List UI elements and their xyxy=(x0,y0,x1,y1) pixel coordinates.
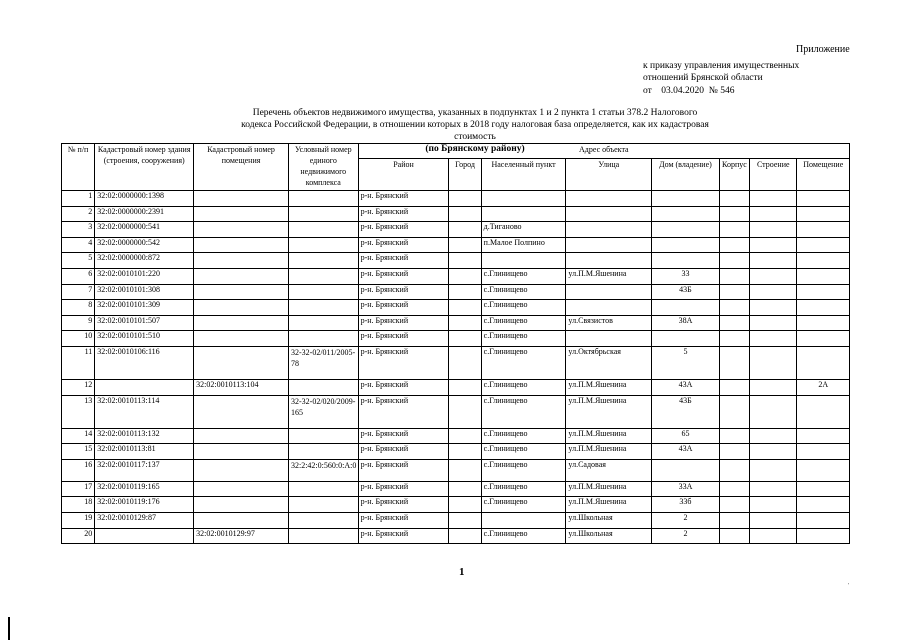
cell-korpus xyxy=(719,191,749,207)
table-row xyxy=(62,268,850,284)
cell-cad-building: 32:02:0010106:116 xyxy=(95,346,194,379)
table-row xyxy=(62,395,850,428)
cell-settlement: с.Глинищево xyxy=(481,315,566,331)
cell-street: ул.П.М.Яшенина xyxy=(566,497,652,513)
cell-cad-building: 32:02:0010119:176 xyxy=(95,497,194,513)
cell-cond-number xyxy=(288,528,358,544)
table-row xyxy=(62,497,850,513)
cell-room xyxy=(797,481,850,497)
cell-row-number: 16 xyxy=(62,459,95,481)
cell-street xyxy=(566,253,652,269)
col-house-header: Дом (владение) xyxy=(652,159,720,191)
cell-district: р-н. Брянский xyxy=(358,444,449,460)
cell-street xyxy=(566,222,652,238)
cell-cond-number xyxy=(288,497,358,513)
cell-korpus xyxy=(719,459,749,481)
cell-district: р-н. Брянский xyxy=(358,428,449,444)
cell-room xyxy=(797,237,850,253)
cell-building xyxy=(750,331,797,347)
cell-building xyxy=(750,237,797,253)
cell-street xyxy=(566,206,652,222)
cell-korpus xyxy=(719,512,749,528)
scan-edge-mark xyxy=(8,617,10,640)
cell-street: ул.П.М.Яшенина xyxy=(566,444,652,460)
cell-cad-room xyxy=(194,300,289,316)
cell-settlement: с.Глинищево xyxy=(481,268,566,284)
cell-room xyxy=(797,222,850,238)
cell-settlement: с.Глинищево xyxy=(481,497,566,513)
cell-city xyxy=(449,428,481,444)
table-row xyxy=(62,237,850,253)
cell-settlement: с.Глинищево xyxy=(481,331,566,347)
cell-district: р-н. Брянский xyxy=(358,481,449,497)
cell-district: р-н. Брянский xyxy=(358,206,449,222)
table-row xyxy=(62,315,850,331)
cell-building xyxy=(750,191,797,207)
cell-district: р-н. Брянский xyxy=(358,237,449,253)
table-row xyxy=(62,379,850,395)
cell-cad-room xyxy=(194,253,289,269)
cell-city xyxy=(449,459,481,481)
cell-cond-number xyxy=(288,300,358,316)
table-row xyxy=(62,206,850,222)
cell-street xyxy=(566,331,652,347)
cell-room xyxy=(797,428,850,444)
scan-tick-mark: ' xyxy=(848,583,850,589)
cell-cad-room xyxy=(194,459,289,481)
cell-settlement: с.Глинищево xyxy=(481,379,566,395)
cell-house xyxy=(652,222,720,238)
cell-cad-room xyxy=(194,512,289,528)
cell-city xyxy=(449,481,481,497)
cell-cad-building: 32:02:0010113:81 xyxy=(95,444,194,460)
cell-room xyxy=(797,459,850,481)
cell-row-number: 10 xyxy=(62,331,95,347)
cell-house xyxy=(652,253,720,269)
cell-korpus xyxy=(719,481,749,497)
table-row xyxy=(62,222,850,238)
cell-room xyxy=(797,191,850,207)
cell-korpus xyxy=(719,253,749,269)
cell-row-number: 4 xyxy=(62,237,95,253)
col-district-header: Район xyxy=(358,159,449,191)
cell-building xyxy=(750,268,797,284)
cell-cad-room xyxy=(194,481,289,497)
cell-cond-number xyxy=(288,222,358,238)
cell-room xyxy=(797,253,850,269)
cell-building xyxy=(750,528,797,544)
cell-settlement xyxy=(481,512,566,528)
cell-cad-building: 32:02:0000000:542 xyxy=(95,237,194,253)
table-row xyxy=(62,331,850,347)
cell-district: р-н. Брянский xyxy=(358,346,449,379)
cell-street xyxy=(566,237,652,253)
cell-district: р-н. Брянский xyxy=(358,253,449,269)
cell-street: ул.Связистов xyxy=(566,315,652,331)
cell-cad-room xyxy=(194,268,289,284)
cell-cad-room: 32:02:0010129:97 xyxy=(194,528,289,544)
cell-cad-room xyxy=(194,206,289,222)
col-address-header: Адрес объекта xyxy=(358,144,849,159)
cell-city xyxy=(449,395,481,428)
cell-room xyxy=(797,268,850,284)
cell-street: ул.П.М.Яшенина xyxy=(566,379,652,395)
cell-cad-building: 32:02:0010117:137 xyxy=(95,459,194,481)
cell-district: р-н. Брянский xyxy=(358,315,449,331)
table-row xyxy=(62,528,850,544)
cell-house: 33А xyxy=(652,481,720,497)
cell-street xyxy=(566,300,652,316)
cell-street xyxy=(566,191,652,207)
cell-building xyxy=(750,512,797,528)
cell-cond-number xyxy=(288,444,358,460)
cell-settlement: с.Глинищево xyxy=(481,444,566,460)
cell-cond-number xyxy=(288,379,358,395)
cell-cad-room: 32:02:0010113:104 xyxy=(194,379,289,395)
table-header xyxy=(62,144,850,191)
cell-house: 2 xyxy=(652,512,720,528)
cell-building xyxy=(750,379,797,395)
cell-cad-room xyxy=(194,191,289,207)
cell-room xyxy=(797,331,850,347)
cell-cad-building xyxy=(95,379,194,395)
cell-cad-building: 32:02:0010101:308 xyxy=(95,284,194,300)
cell-cond-number xyxy=(288,268,358,284)
table-row xyxy=(62,459,850,481)
cell-korpus xyxy=(719,315,749,331)
cell-district: р-н. Брянский xyxy=(358,222,449,238)
cell-cad-building: 32:02:0010129:87 xyxy=(95,512,194,528)
col-cad-building-header: Кадастровый номер здания (строения, сооружения) xyxy=(95,144,194,191)
cell-row-number: 20 xyxy=(62,528,95,544)
cell-room: 2А xyxy=(797,379,850,395)
cell-row-number: 17 xyxy=(62,481,95,497)
cell-house: 38А xyxy=(652,315,720,331)
cell-cond-number xyxy=(288,284,358,300)
cell-korpus xyxy=(719,528,749,544)
order-line-2: отношений Брянской области xyxy=(643,73,763,83)
cell-korpus xyxy=(719,331,749,347)
cell-city xyxy=(449,300,481,316)
col-korpus-header: Корпус xyxy=(719,159,749,191)
cell-settlement: с.Глинищево xyxy=(481,481,566,497)
cell-city xyxy=(449,444,481,460)
cell-room xyxy=(797,315,850,331)
cell-settlement: с.Глинищево xyxy=(481,428,566,444)
table-row xyxy=(62,253,850,269)
title-line-2: кодекса Российской Федерации, в отношении которых в 2018 году налоговая база определяется, как их кадастровая стоимость xyxy=(241,120,709,142)
cell-cond-number xyxy=(288,206,358,222)
cell-district: р-н. Брянский xyxy=(358,512,449,528)
cell-building xyxy=(750,300,797,316)
cell-street: ул.П.М.Яшенина xyxy=(566,268,652,284)
cell-cad-room xyxy=(194,444,289,460)
cell-row-number: 7 xyxy=(62,284,95,300)
cell-building xyxy=(750,206,797,222)
cell-city xyxy=(449,253,481,269)
cell-city xyxy=(449,284,481,300)
cell-cond-number xyxy=(288,191,358,207)
cell-korpus xyxy=(719,428,749,444)
cell-cad-building: 32:02:0000000:872 xyxy=(95,253,194,269)
cell-settlement: п.Малое Полпино xyxy=(481,237,566,253)
cell-settlement: с.Глинищево xyxy=(481,300,566,316)
cell-cad-room xyxy=(194,315,289,331)
cell-korpus xyxy=(719,379,749,395)
cell-house: 33 xyxy=(652,268,720,284)
cell-korpus xyxy=(719,497,749,513)
cell-cad-room xyxy=(194,497,289,513)
cell-settlement xyxy=(481,191,566,207)
cell-building xyxy=(750,428,797,444)
cell-building xyxy=(750,253,797,269)
cell-cad-building: 32:02:0010101:220 xyxy=(95,268,194,284)
title-line-1: Перечень объектов недвижимого имущества, указанных в подпунктах 1 и 2 пункта 1 статьи 378.2 Налогового xyxy=(252,108,698,118)
cell-room xyxy=(797,444,850,460)
cell-korpus xyxy=(719,284,749,300)
cell-house xyxy=(652,459,720,481)
col-room-header: Помещение xyxy=(797,159,850,191)
cell-district: р-н. Брянский xyxy=(358,528,449,544)
cell-house xyxy=(652,300,720,316)
cell-settlement: с.Глинищево xyxy=(481,459,566,481)
cell-row-number: 6 xyxy=(62,268,95,284)
cell-cad-room xyxy=(194,428,289,444)
cell-district: р-н. Брянский xyxy=(358,284,449,300)
cell-room xyxy=(797,284,850,300)
cell-settlement: д.Тиганово xyxy=(481,222,566,238)
col-street-header: Улица xyxy=(566,159,652,191)
cell-cad-building: 32:02:0010119:165 xyxy=(95,481,194,497)
table-row xyxy=(62,346,850,379)
cell-cond-number xyxy=(288,428,358,444)
cell-cad-building: 32:02:0010113:132 xyxy=(95,428,194,444)
cell-cad-room xyxy=(194,237,289,253)
table-body xyxy=(62,191,850,544)
cell-city xyxy=(449,222,481,238)
cell-settlement xyxy=(481,206,566,222)
cell-city xyxy=(449,497,481,513)
cell-city xyxy=(449,237,481,253)
cell-building xyxy=(750,395,797,428)
cell-row-number: 19 xyxy=(62,512,95,528)
cell-city xyxy=(449,206,481,222)
cell-street: ул.Садовая xyxy=(566,459,652,481)
cell-settlement: с.Глинищево xyxy=(481,346,566,379)
cell-cond-number xyxy=(288,481,358,497)
table-row xyxy=(62,284,850,300)
cell-house xyxy=(652,331,720,347)
cell-district: р-н. Брянский xyxy=(358,300,449,316)
cell-room xyxy=(797,206,850,222)
cell-district: р-н. Брянский xyxy=(358,497,449,513)
cell-city xyxy=(449,331,481,347)
cell-row-number: 1 xyxy=(62,191,95,207)
cell-cond-number: 32:2:42:0:560:0:А:0 xyxy=(288,459,358,481)
cell-street: ул.Школьная xyxy=(566,528,652,544)
cell-building xyxy=(750,222,797,238)
cell-room xyxy=(797,497,850,513)
table-row xyxy=(62,481,850,497)
appendix-label: Приложение xyxy=(796,44,850,55)
cell-street: ул.Октябрьская xyxy=(566,346,652,379)
cell-row-number: 2 xyxy=(62,206,95,222)
cell-row-number: 15 xyxy=(62,444,95,460)
cell-cond-number: 32-32-02/020/2009-165 xyxy=(288,395,358,428)
col-building-header: Строение xyxy=(750,159,797,191)
table-row xyxy=(62,191,850,207)
cell-district: р-н. Брянский xyxy=(358,268,449,284)
cell-city xyxy=(449,528,481,544)
cell-korpus xyxy=(719,346,749,379)
cell-district: р-н. Брянский xyxy=(358,395,449,428)
cell-row-number: 9 xyxy=(62,315,95,331)
cell-cad-building: 32:02:0000000:2391 xyxy=(95,206,194,222)
order-line-1: к приказу управления имущественных xyxy=(643,61,800,71)
cell-cond-number xyxy=(288,331,358,347)
cell-cad-building: 32:02:0000000:541 xyxy=(95,222,194,238)
cell-settlement: с.Глинищево xyxy=(481,284,566,300)
cell-city xyxy=(449,268,481,284)
cell-building xyxy=(750,481,797,497)
table-row xyxy=(62,300,850,316)
cell-building xyxy=(750,459,797,481)
cell-row-number: 14 xyxy=(62,428,95,444)
col-city-header: Город xyxy=(449,159,481,191)
cell-house xyxy=(652,237,720,253)
table-row xyxy=(62,428,850,444)
cell-cad-building: 32:02:0000000:1398 xyxy=(95,191,194,207)
col-settlement-header: Населенный пункт xyxy=(481,159,566,191)
cell-cond-number: 32-32-02/011/2005-78 xyxy=(288,346,358,379)
cell-cond-number xyxy=(288,253,358,269)
cell-cad-building xyxy=(95,528,194,544)
cell-room xyxy=(797,300,850,316)
cell-street: ул.П.М.Яшенина xyxy=(566,395,652,428)
cell-korpus xyxy=(719,237,749,253)
cell-row-number: 11 xyxy=(62,346,95,379)
cell-building xyxy=(750,346,797,379)
cell-city xyxy=(449,512,481,528)
cell-row-number: 13 xyxy=(62,395,95,428)
property-register-table xyxy=(61,143,850,544)
page-number: 1 xyxy=(459,566,465,578)
cell-building xyxy=(750,284,797,300)
cell-city xyxy=(449,315,481,331)
cell-building xyxy=(750,497,797,513)
cell-house: 5 xyxy=(652,346,720,379)
order-reference xyxy=(643,60,799,84)
cell-house: 33б xyxy=(652,497,720,513)
cell-cad-building: 32:02:0010101:309 xyxy=(95,300,194,316)
cell-korpus xyxy=(719,222,749,238)
cell-house: 43А xyxy=(652,379,720,395)
cell-settlement: с.Глинищево xyxy=(481,395,566,428)
title-region: (по Брянскому району) xyxy=(425,144,525,154)
cell-korpus xyxy=(719,268,749,284)
cell-cond-number xyxy=(288,512,358,528)
cell-district: р-н. Брянский xyxy=(358,331,449,347)
cell-row-number: 8 xyxy=(62,300,95,316)
cell-room xyxy=(797,346,850,379)
cell-house: 43Б xyxy=(652,395,720,428)
cell-row-number: 3 xyxy=(62,222,95,238)
cell-cad-room xyxy=(194,346,289,379)
cell-row-number: 5 xyxy=(62,253,95,269)
cell-city xyxy=(449,346,481,379)
cell-house: 65 xyxy=(652,428,720,444)
cell-korpus xyxy=(719,444,749,460)
cell-house xyxy=(652,206,720,222)
cell-building xyxy=(750,444,797,460)
cell-house xyxy=(652,191,720,207)
cell-house: 43Б xyxy=(652,284,720,300)
cell-street: ул.П.М.Яшенина xyxy=(566,481,652,497)
cell-district: р-н. Брянский xyxy=(358,459,449,481)
col-num-header: № п/п xyxy=(62,144,95,191)
cell-cad-building: 32:02:0010113:114 xyxy=(95,395,194,428)
cell-city xyxy=(449,191,481,207)
order-date: от 03.04.2020 № 546 xyxy=(643,86,735,96)
cell-cond-number xyxy=(288,315,358,331)
cell-cad-building: 32:02:0010101:507 xyxy=(95,315,194,331)
cell-district: р-н. Брянский xyxy=(358,379,449,395)
cell-house: 43А xyxy=(652,444,720,460)
cell-district: р-н. Брянский xyxy=(358,191,449,207)
cell-cond-number xyxy=(288,237,358,253)
cell-street xyxy=(566,284,652,300)
cell-street: ул.Школьная xyxy=(566,512,652,528)
cell-cad-room xyxy=(194,222,289,238)
cell-korpus xyxy=(719,395,749,428)
cell-row-number: 18 xyxy=(62,497,95,513)
cell-cad-room xyxy=(194,331,289,347)
cell-cad-room xyxy=(194,284,289,300)
cell-settlement: с.Глинищево xyxy=(481,528,566,544)
cell-room xyxy=(797,395,850,428)
cell-room xyxy=(797,512,850,528)
cell-building xyxy=(750,315,797,331)
cell-row-number: 12 xyxy=(62,379,95,395)
cell-settlement xyxy=(481,253,566,269)
cell-city xyxy=(449,379,481,395)
cell-cad-building: 32:02:0010101:510 xyxy=(95,331,194,347)
col-cad-room-header: Кадастровый номер помещения xyxy=(194,144,289,191)
table-row xyxy=(62,512,850,528)
cell-room xyxy=(797,528,850,544)
col-cond-num-header: Условный номер единого недвижимого комплекса xyxy=(288,144,358,191)
cell-korpus xyxy=(719,206,749,222)
cell-korpus xyxy=(719,300,749,316)
table-row xyxy=(62,444,850,460)
cell-street: ул.П.М.Яшенина xyxy=(566,428,652,444)
cell-cad-room xyxy=(194,395,289,428)
cell-house: 2 xyxy=(652,528,720,544)
